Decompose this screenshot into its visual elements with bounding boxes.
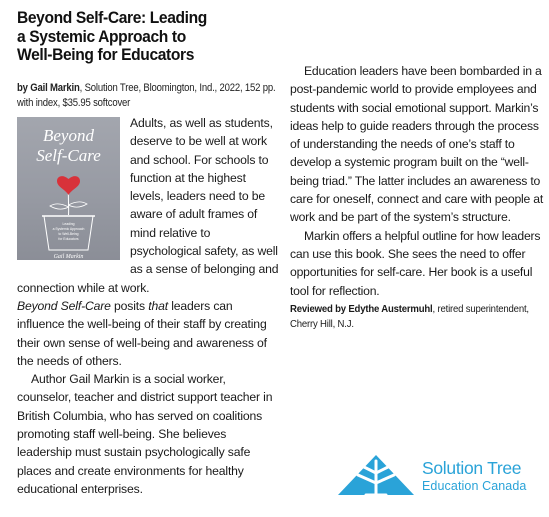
cover-subtitle-3: to Well-Being xyxy=(58,232,79,236)
book-publication: , Solution Tree, Bloomington, Ind., 2022, 152 pp. xyxy=(79,82,276,94)
reviewer-name: Edythe Austermuhl xyxy=(348,303,433,315)
paragraph-2-a: posits xyxy=(110,298,149,313)
paragraph-3: Author Gail Markin is a social worker, counselor, teacher and district support teacher in British Columbia, who has served on coalitions promoting staff well-being. She believes leadership must sustain psychologically safe places and create environments for healthy educational enterprises. xyxy=(17,372,273,496)
title-line-1: Beyond Self-Care: Leading xyxy=(17,8,207,27)
paragraph-5: Markin offers a helpful outline for how leaders can use this book. She sees the need to offer opportunities for self-care. Her book is a useful tool for reflection. xyxy=(290,228,541,298)
paragraph-2-b: leaders can influence the well-being of their staff by creating their own sense of well-being and awareness of the needs of others. xyxy=(17,298,267,368)
reviewer-title: , retired superintendent, Cherry Hill, N.J. xyxy=(290,303,529,330)
cover-subtitle-4: for Educators xyxy=(58,237,79,241)
cover-wrap-space xyxy=(17,114,130,264)
byline-prefix: by xyxy=(17,82,31,94)
review-column-left xyxy=(17,114,279,498)
logo-subtitle: Education Canada xyxy=(422,479,527,493)
reviewer-prefix: Reviewed by xyxy=(290,303,349,315)
cover-title-line1: Beyond xyxy=(43,126,94,145)
title-line-3: Well-Being for Educators xyxy=(17,45,195,64)
review-title xyxy=(17,9,252,65)
logo-name: Solution Tree xyxy=(422,458,522,478)
emphasis-that: that xyxy=(148,298,168,313)
review-column-right xyxy=(290,62,544,332)
paragraph-1: Adults, as well as students, deserve to be well at work and school. For schools to function at the highest levels, leaders need to be aware of adult frames of mind relative to psychological safety, as well as a sense of belonging and connection while at work. xyxy=(17,116,279,295)
cover-author-signature: Gail Markin xyxy=(53,254,84,260)
reviewer-credit xyxy=(290,302,538,332)
cover-subtitle-2: a Systemic Approach xyxy=(52,227,85,231)
paragraph-2 xyxy=(17,297,279,370)
book-title-italic: Beyond Self-Care xyxy=(17,298,111,313)
cover-subtitle-1: Leading xyxy=(62,222,75,226)
book-author: Gail Markin xyxy=(30,82,80,94)
title-line-2: a Systemic Approach to xyxy=(17,26,186,46)
solution-tree-logo-icon xyxy=(336,453,416,499)
cover-title-line2: Self-Care xyxy=(36,146,101,165)
book-publication-line2: with index, $35.95 softcover xyxy=(17,97,131,109)
paragraph-4: Education leaders have been bombarded in a post-pandemic world to provide employees and students with social emotional support. Markin’s ideas help to guide readers through the process of understanding the needs of one’s staff to develop a systemic program built on the “well-being triad.” The latter includes an awareness to care for oneself, connect and care with people at work and be part of the system’s structure. xyxy=(290,64,544,225)
book-info xyxy=(17,81,278,111)
